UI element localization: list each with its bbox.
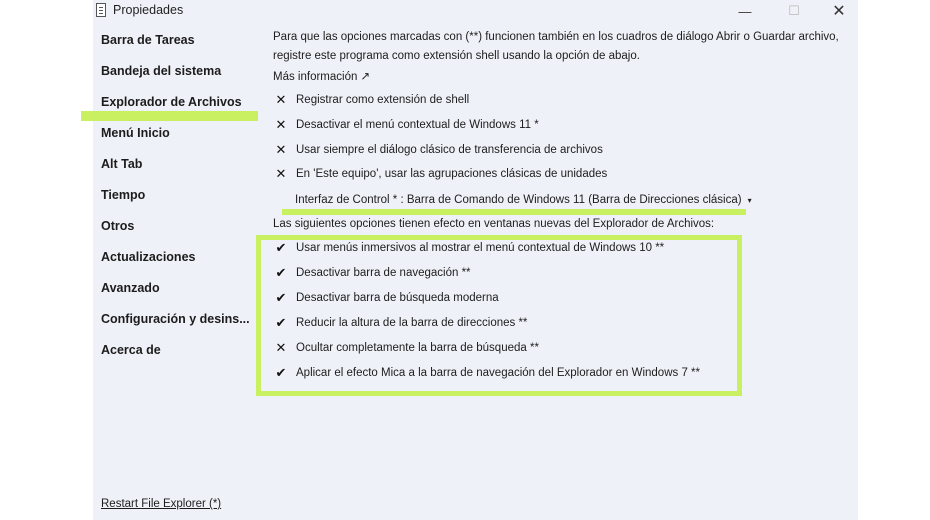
option-label: Usar menús inmersivos al mostrar el menú contextual de Windows 10 **	[296, 242, 665, 254]
chevron-down-icon: ▾	[747, 195, 752, 205]
sidebar-item-configuracion[interactable]: Configuración y desins...	[101, 312, 250, 326]
option-disable-context-menu[interactable]	[273, 116, 539, 134]
selected-item-highlight	[81, 111, 258, 121]
option-reduce-address-bar[interactable]	[273, 314, 527, 332]
control-interface-dropdown[interactable]	[295, 191, 752, 209]
option-immersive-menus[interactable]	[273, 239, 664, 257]
sidebar-item-actualizaciones[interactable]: Actualizaciones	[101, 250, 196, 264]
dropdown-highlight	[282, 209, 746, 215]
sidebar-item-acerca-de[interactable]: Acerca de	[101, 343, 161, 357]
sidebar-item-bandeja-del-sistema[interactable]: Bandeja del sistema	[101, 64, 222, 78]
check-mark-icon: ✔	[275, 365, 287, 380]
option-classic-drive-grouping[interactable]	[273, 165, 607, 183]
option-mica-effect[interactable]	[273, 364, 700, 382]
option-label: Aplicar el efecto Mica a la barra de navegación del Explorador en Windows 7 **	[296, 367, 700, 379]
option-label: Desactivar barra de búsqueda moderna	[296, 292, 499, 304]
x-mark-icon: ✕	[275, 92, 287, 107]
more-info-link[interactable]: Más información ↗	[273, 71, 371, 83]
check-mark-icon: ✔	[275, 290, 287, 305]
x-mark-icon: ✕	[275, 340, 287, 355]
properties-window	[93, 0, 858, 520]
close-button[interactable]: ✕	[832, 3, 846, 20]
option-label: Desactivar barra de navegación **	[296, 267, 471, 279]
x-mark-icon: ✕	[275, 166, 287, 181]
option-hide-search-bar[interactable]	[273, 339, 539, 357]
restart-explorer-link[interactable]: Restart File Explorer (*)	[101, 498, 222, 510]
sidebar-item-avanzado[interactable]: Avanzado	[101, 281, 160, 295]
title-bar	[93, 0, 858, 22]
sidebar-item-alt-tab[interactable]: Alt Tab	[101, 157, 143, 171]
intro-text-line-2: registre este programa como extensión shell usando la opción de abajo.	[273, 50, 640, 62]
option-register-shell[interactable]	[273, 91, 469, 109]
app-icon	[96, 3, 106, 17]
option-label: En 'Este equipo', usar las agrupaciones clásicas de unidades	[296, 168, 608, 180]
option-disable-navigation-bar[interactable]	[273, 264, 471, 282]
sidebar-item-explorador-de-archivos[interactable]: Explorador de Archivos	[101, 95, 242, 109]
option-label: Usar siempre el diálogo clásico de transferencia de archivos	[296, 144, 603, 156]
x-mark-icon: ✕	[275, 142, 287, 157]
x-mark-icon: ✕	[275, 117, 287, 132]
sidebar-item-tiempo[interactable]: Tiempo	[101, 188, 146, 202]
minimize-button[interactable]: —	[738, 3, 752, 19]
option-label: Ocultar completamente la barra de búsqueda **	[296, 342, 539, 354]
intro-text-line-1: Para que las opciones marcadas con (**) funcionen también en los cuadros de diálogo Abrir o Guardar archivo,	[273, 31, 839, 43]
maximize-button[interactable]: ☐	[788, 3, 800, 18]
option-classic-transfer-dialog[interactable]	[273, 141, 603, 159]
check-mark-icon: ✔	[275, 240, 287, 255]
sidebar-item-otros[interactable]: Otros	[101, 219, 135, 233]
sidebar-item-barra-de-tareas[interactable]: Barra de Tareas	[101, 33, 195, 47]
sidebar-item-menu-inicio[interactable]: Menú Inicio	[101, 126, 170, 140]
check-mark-icon: ✔	[275, 265, 287, 280]
option-label: Reducir la altura de la barra de direcciones **	[296, 317, 528, 329]
option-disable-modern-search[interactable]	[273, 289, 499, 307]
option-label: Desactivar el menú contextual de Windows 11 *	[296, 119, 539, 131]
dropdown-value: Interfaz de Control * : Barra de Comando de Windows 11 (Barra de Direcciones clásica)	[295, 194, 742, 206]
new-windows-heading: Las siguientes opciones tienen efecto en ventanas nuevas del Explorador de Archivos:	[273, 218, 715, 230]
check-mark-icon: ✔	[275, 315, 287, 330]
option-label: Registrar como extensión de shell	[296, 94, 470, 106]
window-title: Propiedades	[113, 3, 184, 17]
